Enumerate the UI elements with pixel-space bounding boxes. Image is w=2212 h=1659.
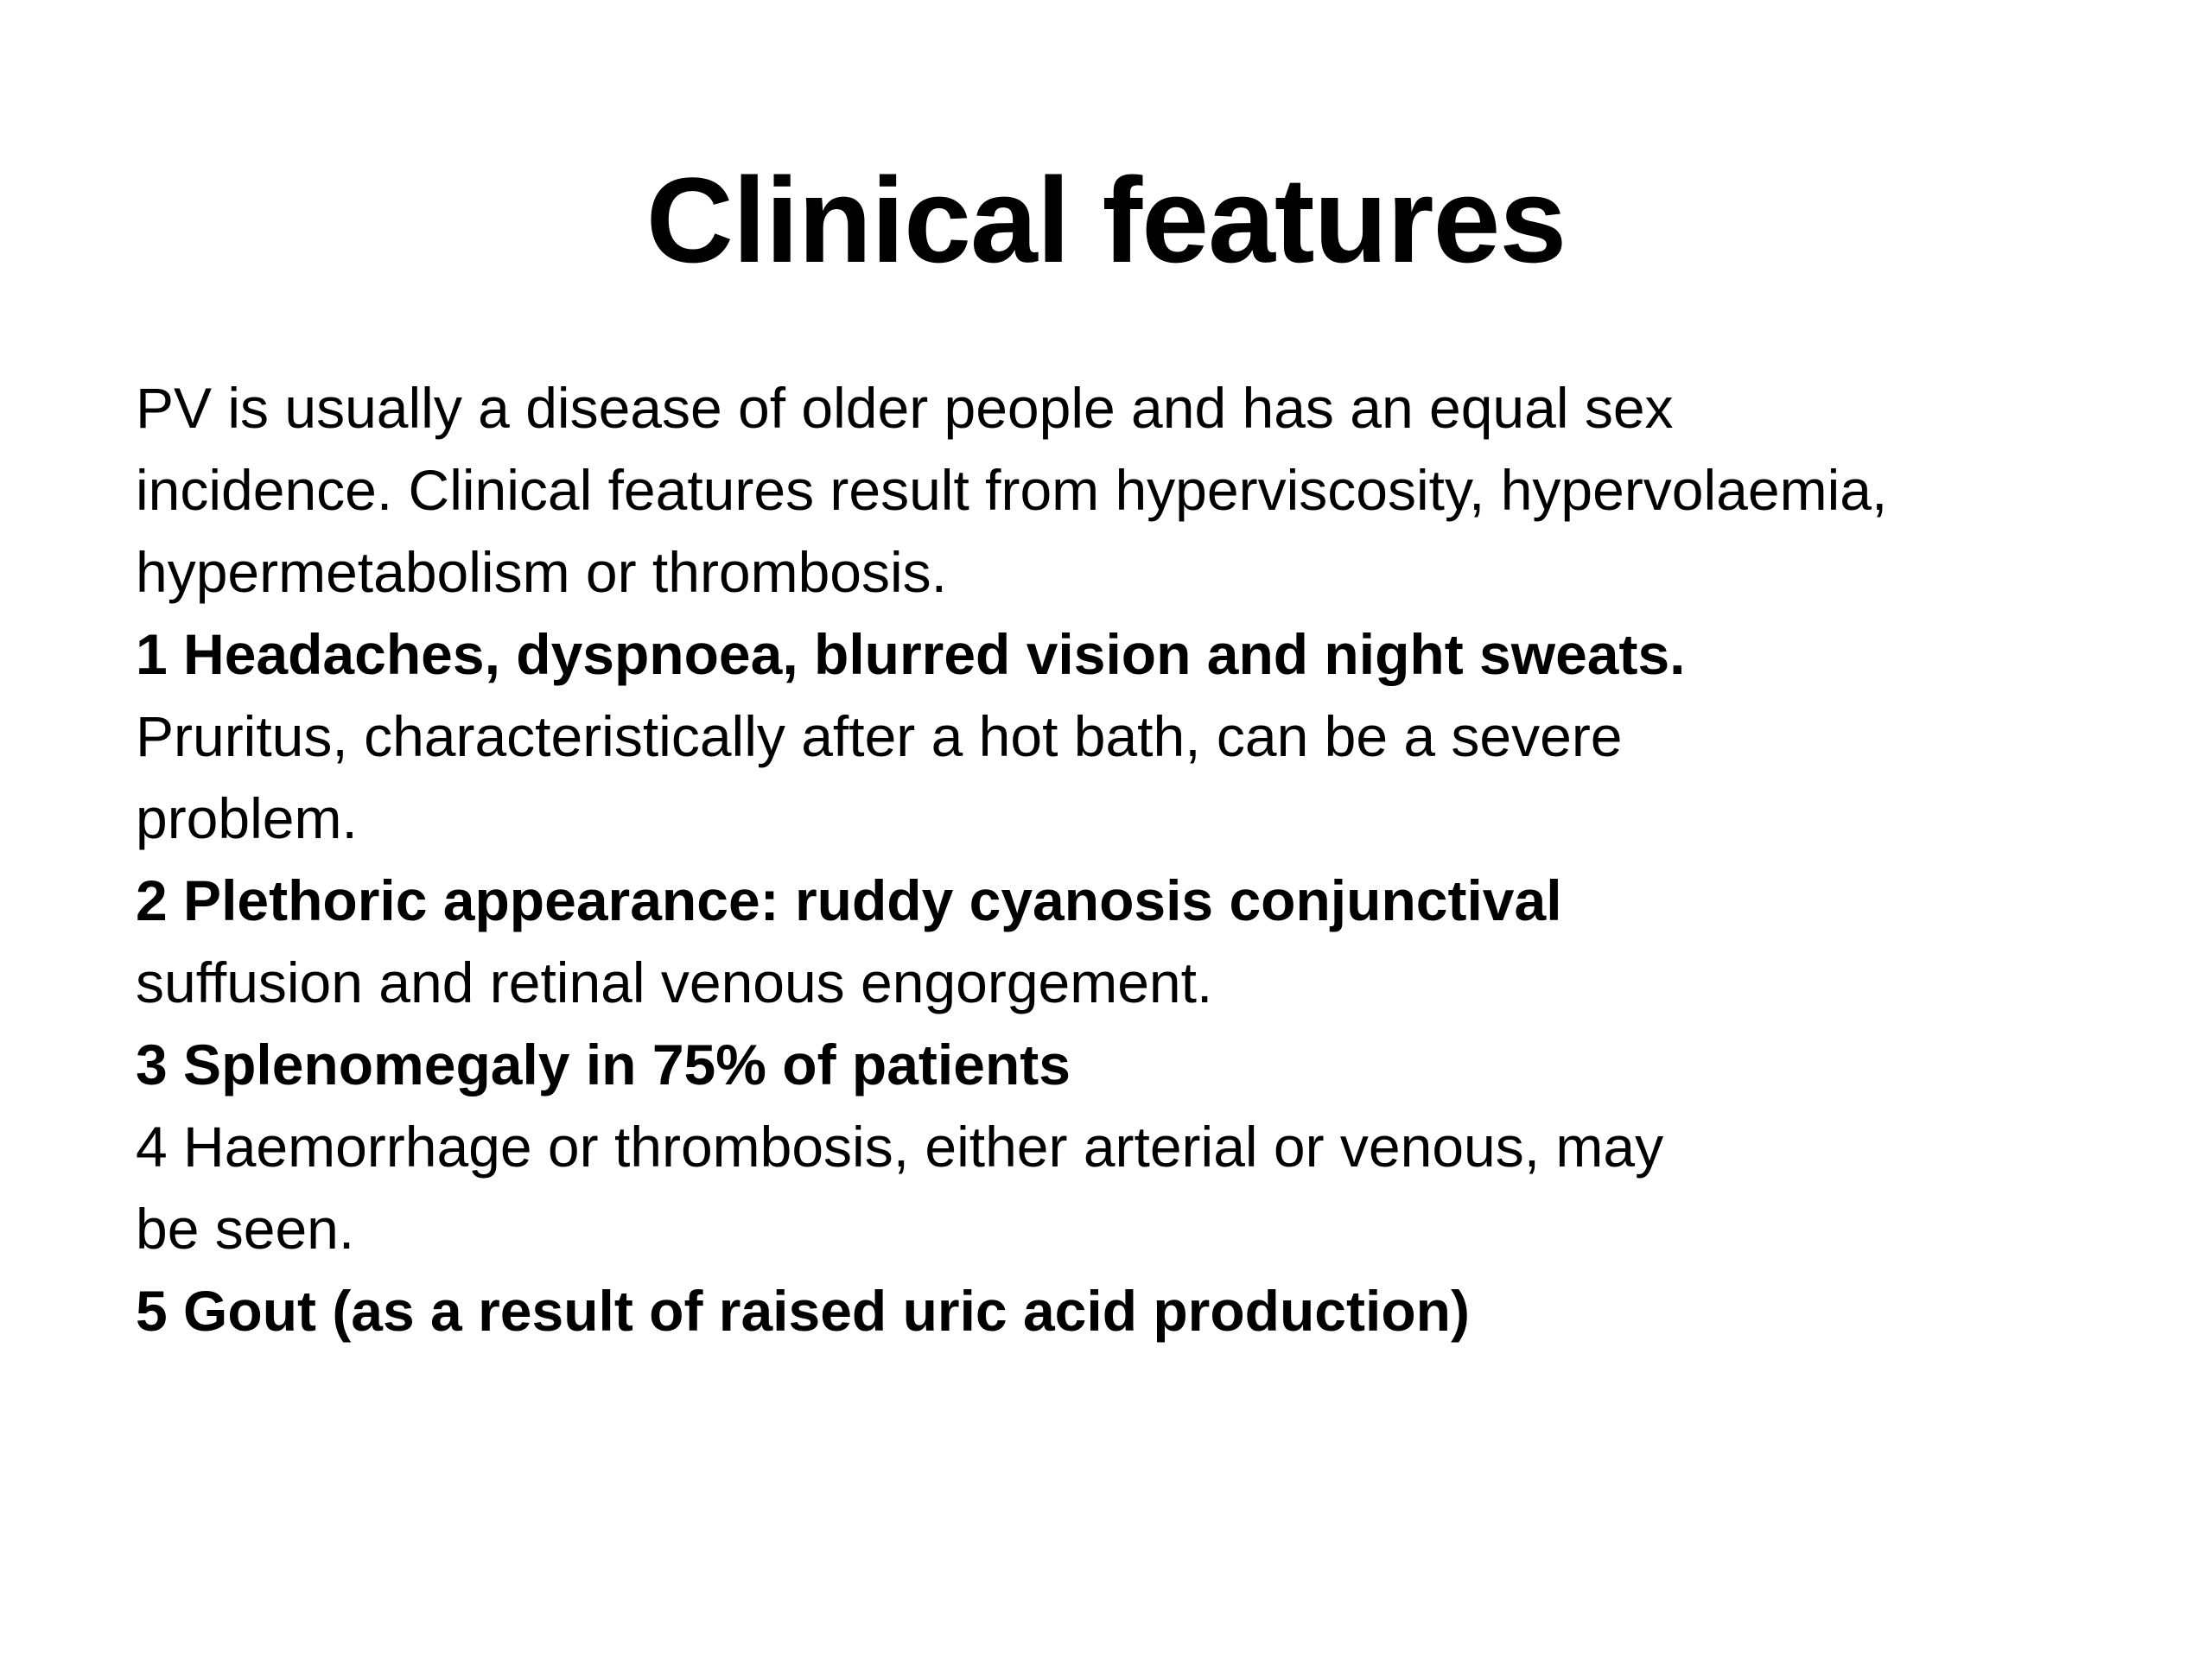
slide-body xyxy=(136,367,2123,1352)
body-line-11: be seen. xyxy=(136,1197,355,1261)
body-line-6: problem. xyxy=(136,786,358,850)
body-line-3: hypermetabolism or thrombosis. xyxy=(136,540,948,604)
feature-4-line: 4 Haemorrhage or thrombosis, either arterial or venous, may xyxy=(136,1115,1664,1179)
feature-3-heading: 3 Splenomegaly in 75% of patients xyxy=(136,1033,1071,1096)
body-line-5: Pruritus, characteristically after a hot bath, can be a severe xyxy=(136,704,1623,768)
slide-title: Clinical features xyxy=(645,152,1567,288)
feature-1-heading: 1 Headaches, dyspnoea, blurred vision and night sweats. xyxy=(136,622,1686,686)
feature-5-heading: 5 Gout (as a result of raised uric acid production) xyxy=(136,1279,1470,1343)
body-line-8: suffusion and retinal venous engorgement. xyxy=(136,950,1213,1014)
feature-2-heading: 2 Plethoric appearance: ruddy cyanosis conjunctival xyxy=(136,868,1562,932)
body-line-2: incidence. Clinical features result from hyperviscosity, hypervolaemia, xyxy=(136,458,1888,522)
body-line-1: PV is usually a disease of older people and has an equal sex xyxy=(136,376,1674,440)
